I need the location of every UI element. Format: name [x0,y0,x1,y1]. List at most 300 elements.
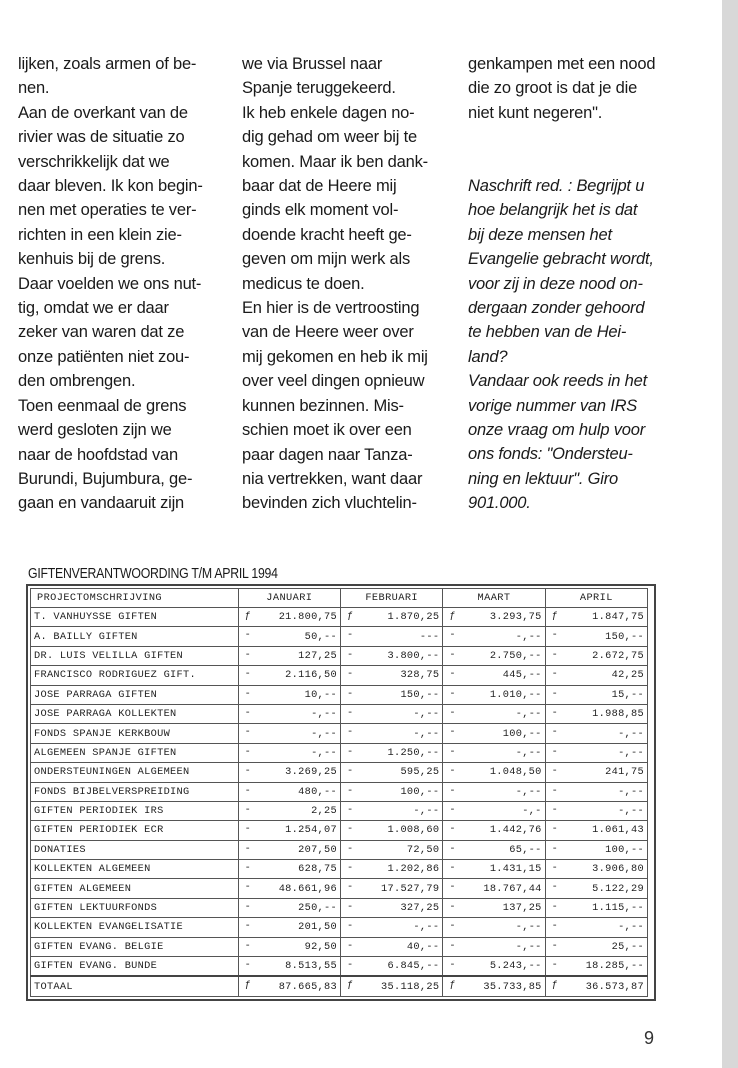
text-line: ning en lektuur". Giro [468,469,619,488]
value-amount: -,-- [413,805,440,818]
value-amount: 2.672,75 [592,649,644,662]
row-description: KOLLEKTEN EVANGELISATIE [31,918,239,937]
table-row [31,860,648,879]
header-february: FEBRUARI [341,589,443,608]
value-prefix: - [244,726,251,739]
value-cell [443,879,545,898]
value-amount: 15,-- [611,688,644,701]
value-cell [238,666,340,685]
value-amount: -,-- [515,630,542,643]
value-amount: -,-- [618,746,644,759]
text-line: te hebben van de Hei- [468,323,627,342]
value-cell [443,957,545,977]
text-column-3 [468,52,678,516]
value-amount: 137,25 [502,902,542,915]
value-amount: 1.250,-- [387,746,440,759]
value-cell [238,743,340,762]
value-prefix: - [551,939,558,952]
value-amount: 201,50 [298,921,337,934]
value-cell [545,627,647,646]
table-row [31,898,648,917]
value-prefix: - [244,629,251,642]
text-line: vorige nummer van IRS [468,396,638,415]
text-line: voor zij in deze nood on- [468,274,643,293]
header-march: MAART [443,589,545,608]
value-prefix: - [551,668,558,681]
value-prefix: - [347,745,354,758]
text-line: van de Heere weer over [242,323,414,342]
value-prefix: - [347,765,354,778]
text-line: ons fonds: "Ondersteu- [468,445,633,464]
value-cell [238,821,340,840]
value-amount: -,-- [311,746,337,759]
value-amount: 3.293,75 [489,611,542,624]
table-body [31,608,648,997]
value-prefix: - [551,862,558,875]
value-amount: 3.269,25 [285,766,337,779]
value-prefix: - [551,648,558,661]
value-prefix: - [449,881,456,894]
value-amount: 40,-- [406,940,440,953]
row-description: GIFTEN PERIODIEK IRS [31,801,239,820]
value-amount: -,-- [618,805,644,818]
value-cell [443,898,545,917]
text-line: rivier was de situatie zo [18,128,185,147]
value-prefix: - [551,765,558,778]
value-prefix: - [244,939,251,952]
text-line: Evangelie gebracht wordt, [468,250,654,269]
header-description: PROJECTOMSCHRIJVING [31,589,239,608]
donations-table-frame [26,584,656,1001]
row-description: DONATIES [31,840,239,859]
value-prefix: - [244,823,251,836]
value-cell [238,685,340,704]
text-line: komen. Maar ik ben dank- [242,152,428,171]
text-line: 901.000. [468,494,531,513]
row-description: KOLLEKTEN ALGEMEEN [31,860,239,879]
value-amount: 5.122,29 [592,882,644,895]
text-line: verschrikkelijk dat we [18,152,170,171]
value-prefix: - [551,687,558,700]
table-row [31,840,648,859]
text-line: Ik heb enkele dagen no- [242,103,415,122]
table-row [31,627,648,646]
value-cell [443,743,545,762]
value-prefix: ƒ [449,979,456,992]
row-description: A. BAILLY GIFTEN [31,627,239,646]
value-prefix: - [449,629,456,642]
text-line: Burundi, Bujumbura, ge- [18,469,193,488]
value-cell [545,724,647,743]
value-amount: 5.243,-- [489,960,542,973]
value-prefix: - [244,668,251,681]
value-prefix: - [244,706,251,719]
text-column-1 [18,52,218,516]
value-cell [238,608,340,627]
value-prefix: - [347,920,354,933]
value-amount: 50,-- [304,630,337,643]
value-prefix: - [551,920,558,933]
value-amount: 2,25 [311,805,337,818]
value-prefix: - [244,803,251,816]
value-cell [545,666,647,685]
value-cell [443,704,545,723]
row-description: GIFTEN EVANG. BELGIE [31,937,239,956]
row-description: GIFTEN LEKTUURFONDS [31,898,239,917]
value-cell [341,743,443,762]
value-amount: 1.061,43 [592,824,644,837]
value-amount: 1.008,60 [387,824,440,837]
value-amount: -,-- [311,727,337,740]
table-row [31,666,648,685]
header-april: APRIL [545,589,647,608]
text-line: nen. [18,79,50,98]
value-cell [238,724,340,743]
value-cell [341,724,443,743]
value-cell [545,879,647,898]
value-amount: 3.906,80 [592,863,644,876]
value-amount: 2.116,50 [285,669,337,682]
value-prefix: - [347,648,354,661]
value-cell [545,685,647,704]
value-cell [443,801,545,820]
value-prefix: - [449,803,456,816]
value-amount: 1.870,25 [387,611,440,624]
value-amount: -,-- [311,708,337,721]
value-cell [545,957,647,977]
text-line: zeker van waren dat ze [18,323,185,342]
value-prefix: - [449,920,456,933]
text-line: niet kunt negeren". [468,103,603,122]
value-prefix: - [449,706,456,719]
value-cell [238,937,340,956]
value-amount: 1.048,50 [489,766,542,779]
value-amount: 1.431,15 [489,863,542,876]
text-line: nia vertrekken, want daar [242,469,423,488]
value-cell [545,976,647,996]
value-prefix: ƒ [244,610,251,622]
table-row [31,879,648,898]
value-cell [545,801,647,820]
text-line: genkampen met een nood [468,55,656,73]
value-amount: 327,25 [400,902,440,915]
value-amount: -,-- [618,727,644,740]
text-line: geven om mijn werk als [242,250,410,269]
value-prefix: ƒ [551,979,558,992]
value-amount: 35.118,25 [381,980,440,993]
table-row [31,743,648,762]
table-row [31,937,648,956]
value-prefix: - [244,784,251,797]
text-line: kunnen bezinnen. Mis- [242,396,404,415]
value-amount: 17.527,79 [381,882,440,895]
value-amount: 8.513,55 [285,960,337,973]
value-cell [238,627,340,646]
value-cell [238,957,340,977]
value-amount: 100,-- [502,727,542,740]
value-amount: 21.800,75 [278,611,337,624]
row-description: GIFTEN ALGEMEEN [31,879,239,898]
value-amount: 127,25 [298,649,337,662]
text-line: doende kracht heeft ge- [242,225,412,244]
text-line: dergaan zonder gehoord [468,299,645,318]
value-amount: 18.767,44 [483,882,542,895]
value-cell [545,646,647,665]
value-cell [341,840,443,859]
value-prefix: - [449,745,456,758]
header-january: JANUARI [238,589,340,608]
value-prefix: - [244,745,251,758]
value-amount: -,- [522,805,542,818]
text-line: Toen eenmaal de grens [18,396,187,415]
text-line: onze vraag om hulp voor [468,421,646,440]
value-amount: 150,-- [605,630,644,643]
value-prefix: - [449,959,456,972]
value-cell [341,821,443,840]
value-prefix: ƒ [551,610,558,622]
value-cell [545,763,647,782]
row-description: FRANCISCO RODRIGUEZ GIFT. [31,666,239,685]
value-prefix: - [551,881,558,894]
value-prefix: ƒ [347,979,354,992]
value-prefix: - [449,726,456,739]
value-prefix: - [244,842,251,855]
value-prefix: - [347,706,354,719]
value-cell [545,821,647,840]
text-line: die zo groot is dat je die [468,79,638,98]
value-amount: -,-- [515,785,542,798]
value-amount: 1.010,-- [489,688,542,701]
table-row [31,821,648,840]
value-prefix: - [449,823,456,836]
row-description: TOTAAL [31,976,239,996]
table-row [31,685,648,704]
value-prefix: - [244,687,251,700]
value-cell [238,801,340,820]
value-amount: 35.733,85 [483,980,542,993]
table-row [31,724,648,743]
value-prefix: - [449,765,456,778]
value-prefix: - [551,745,558,758]
value-cell [443,627,545,646]
table-header-row [31,589,648,608]
value-amount: -,-- [515,921,542,934]
value-cell [341,763,443,782]
value-amount: 10,-- [304,688,337,701]
value-amount: 18.285,-- [585,960,644,973]
value-amount: 1.442,76 [489,824,542,837]
value-prefix: - [449,939,456,952]
table-row [31,918,648,937]
value-prefix: - [347,726,354,739]
value-cell [341,860,443,879]
value-prefix: - [244,648,251,661]
value-cell [443,666,545,685]
value-prefix: - [347,939,354,952]
text-column-2 [242,52,452,516]
value-cell [341,918,443,937]
value-cell [443,685,545,704]
value-amount: 445,-- [502,669,542,682]
value-prefix: - [347,784,354,797]
value-amount: 48.661,96 [278,882,337,895]
value-prefix: - [244,920,251,933]
value-cell [545,840,647,859]
text-line: Naschrift red. : Begrijpt u [468,177,645,195]
value-amount: -,-- [413,708,440,721]
value-prefix: - [244,765,251,778]
value-cell [341,957,443,977]
value-amount: 65,-- [509,843,542,856]
row-description: JOSE PARRAGA KOLLEKTEN [31,704,239,723]
value-prefix: - [551,629,558,642]
text-line: gaan en vandaaruit zijn [18,494,185,513]
value-prefix: - [449,648,456,661]
value-prefix: - [244,900,251,913]
text-line: daar bleven. Ik kon begin- [18,177,203,196]
value-cell [341,801,443,820]
text-line: tig, omdat we er daar [18,299,169,318]
value-cell [238,704,340,723]
table-row [31,763,648,782]
text-line: werd gesloten zijn we [18,421,172,440]
text-line: Aan de overkant van de [18,103,188,122]
value-cell [341,666,443,685]
value-amount: 250,-- [298,902,337,915]
value-cell [238,898,340,917]
value-cell [443,782,545,801]
value-prefix: - [347,687,354,700]
value-cell [341,879,443,898]
value-prefix: - [347,823,354,836]
table-title: GIFTENVERANTWOORDING T/M APRIL 1994 [28,565,278,582]
value-prefix: - [551,900,558,913]
value-cell [341,782,443,801]
text-line: mij gekomen en heb ik mij [242,347,428,366]
table-total-row [31,976,648,996]
value-cell [341,976,443,996]
value-amount: -,-- [413,727,440,740]
value-amount: 1.988,85 [592,708,644,721]
value-prefix: - [551,706,558,719]
value-prefix: ƒ [244,979,251,992]
value-amount: 1.847,75 [592,611,644,624]
value-amount: -,-- [618,921,644,934]
value-amount: 2.750,-- [489,649,542,662]
table-row [31,608,648,627]
text-line: over veel dingen opnieuw [242,372,425,391]
row-description: DR. LUIS VELILLA GIFTEN [31,646,239,665]
value-amount: 480,-- [298,785,337,798]
value-amount: 36.573,87 [585,980,644,993]
value-cell [443,937,545,956]
value-cell [341,937,443,956]
text-line: bij deze mensen het [468,225,612,244]
value-amount: 42,25 [611,669,644,682]
value-prefix: - [347,862,354,875]
value-cell [238,840,340,859]
row-description: GIFTEN PERIODIEK ECR [31,821,239,840]
value-amount: 1.115,-- [592,902,644,915]
value-cell [238,918,340,937]
value-amount: -,-- [618,785,644,798]
value-prefix: - [347,959,354,972]
value-cell [443,724,545,743]
text-line: nen met operaties te ver- [18,201,197,220]
value-cell [341,685,443,704]
text-line: En hier is de vertroosting [242,299,420,318]
value-prefix: - [551,842,558,855]
value-prefix: - [347,881,354,894]
donations-table [30,588,648,997]
value-prefix: - [347,803,354,816]
table-row [31,704,648,723]
value-prefix: - [449,668,456,681]
value-cell [443,840,545,859]
value-amount: 6.845,-- [387,960,440,973]
text-line: lijken, zoals armen of be- [18,55,197,73]
value-cell [238,782,340,801]
text-line: dig gehad om weer bij te [242,128,417,147]
value-prefix: - [347,900,354,913]
text-line: bevinden zich vluchtelin- [242,494,417,513]
text-line: kenhuis bij de grens. [18,250,166,269]
value-amount: -,-- [515,940,542,953]
value-prefix: - [347,668,354,681]
value-cell [545,704,647,723]
value-amount: 100,-- [400,785,440,798]
value-cell [443,860,545,879]
row-description: GIFTEN EVANG. BUNDE [31,957,239,977]
value-amount: --- [419,630,440,643]
row-description: FONDS BIJBELVERSPREIDING [31,782,239,801]
value-amount: 1.202,86 [387,863,440,876]
text-line: we via Brussel naar [242,55,383,73]
value-amount: -,-- [515,746,542,759]
value-cell [545,898,647,917]
value-prefix: - [551,803,558,816]
table-row [31,782,648,801]
value-cell [443,646,545,665]
value-prefix: ƒ [449,610,456,622]
value-prefix: - [347,629,354,642]
value-amount: 92,50 [304,940,337,953]
table-row [31,801,648,820]
value-amount: 87.665,83 [278,980,337,993]
value-cell [545,782,647,801]
value-prefix: - [347,842,354,855]
value-prefix: ƒ [347,610,354,622]
value-amount: 1.254,07 [285,824,337,837]
value-prefix: - [551,823,558,836]
value-cell [238,976,340,996]
text-line: naar de hoofdstad van [18,445,179,464]
value-amount: 150,-- [400,688,440,701]
value-amount: -,-- [413,921,440,934]
table-row [31,957,648,977]
value-cell [545,608,647,627]
row-description: FONDS SPANJE KERKBOUW [31,724,239,743]
value-prefix: - [449,784,456,797]
value-amount: 595,25 [400,766,440,779]
text-line: Daar voelden we ons nut- [18,274,202,293]
row-description: ONDERSTEUNINGEN ALGEMEEN [31,763,239,782]
value-cell [238,646,340,665]
value-cell [545,743,647,762]
text-line: richten in een klein zie- [18,225,182,244]
value-prefix: - [551,959,558,972]
text-line: paar dagen naar Tanza- [242,445,413,464]
